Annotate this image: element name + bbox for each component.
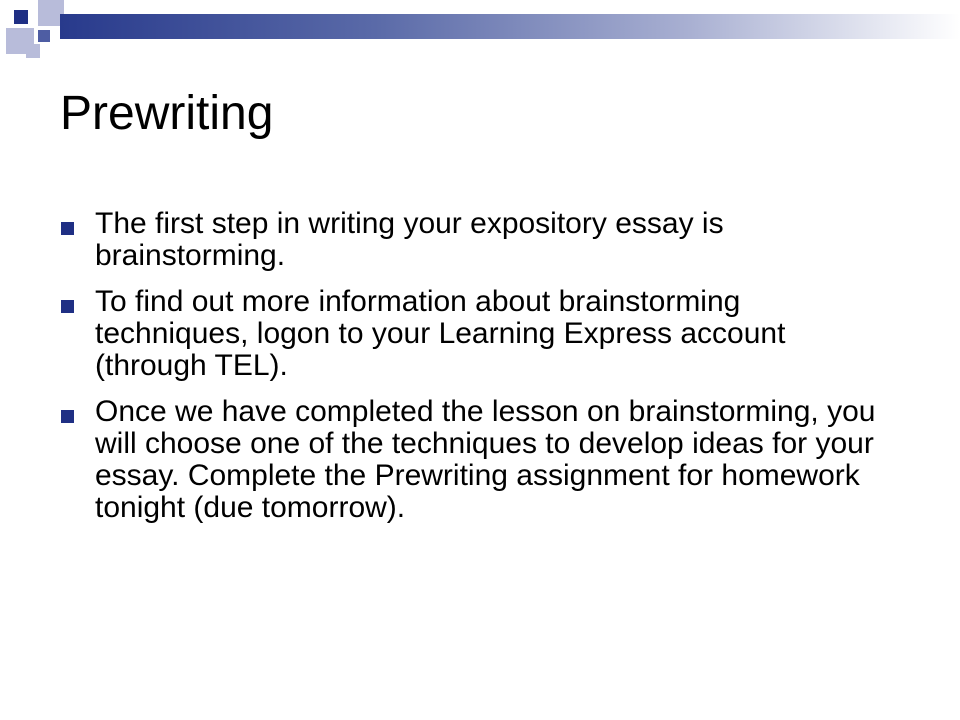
bullet-list: [0, 208, 880, 538]
square-bullet-icon: [61, 222, 74, 235]
bullet-item: [0, 208, 880, 272]
header-decoration: [0, 0, 960, 60]
bullet-item: [0, 286, 880, 382]
decorative-square: [38, 30, 50, 42]
bullet-item: [0, 396, 880, 524]
slide-title: Prewriting: [60, 87, 274, 140]
bullet-text: To find out more information about brainstorming techniques, logon to your Learning Express account (through TEL).: [95, 285, 786, 382]
square-bullet-icon: [61, 300, 74, 313]
bullet-text: Once we have completed the lesson on brainstorming, you will choose one of the techniques to develop ideas for your essay. Complete the Prewriting assignment for homework tonight (due tomorrow).: [95, 395, 876, 524]
decorative-square: [14, 10, 28, 24]
decorative-square: [26, 44, 40, 58]
gradient-header-bar: [60, 14, 960, 39]
bullet-text: The first step in writing your expository essay is brainstorming.: [95, 207, 724, 272]
square-bullet-icon: [61, 410, 74, 423]
